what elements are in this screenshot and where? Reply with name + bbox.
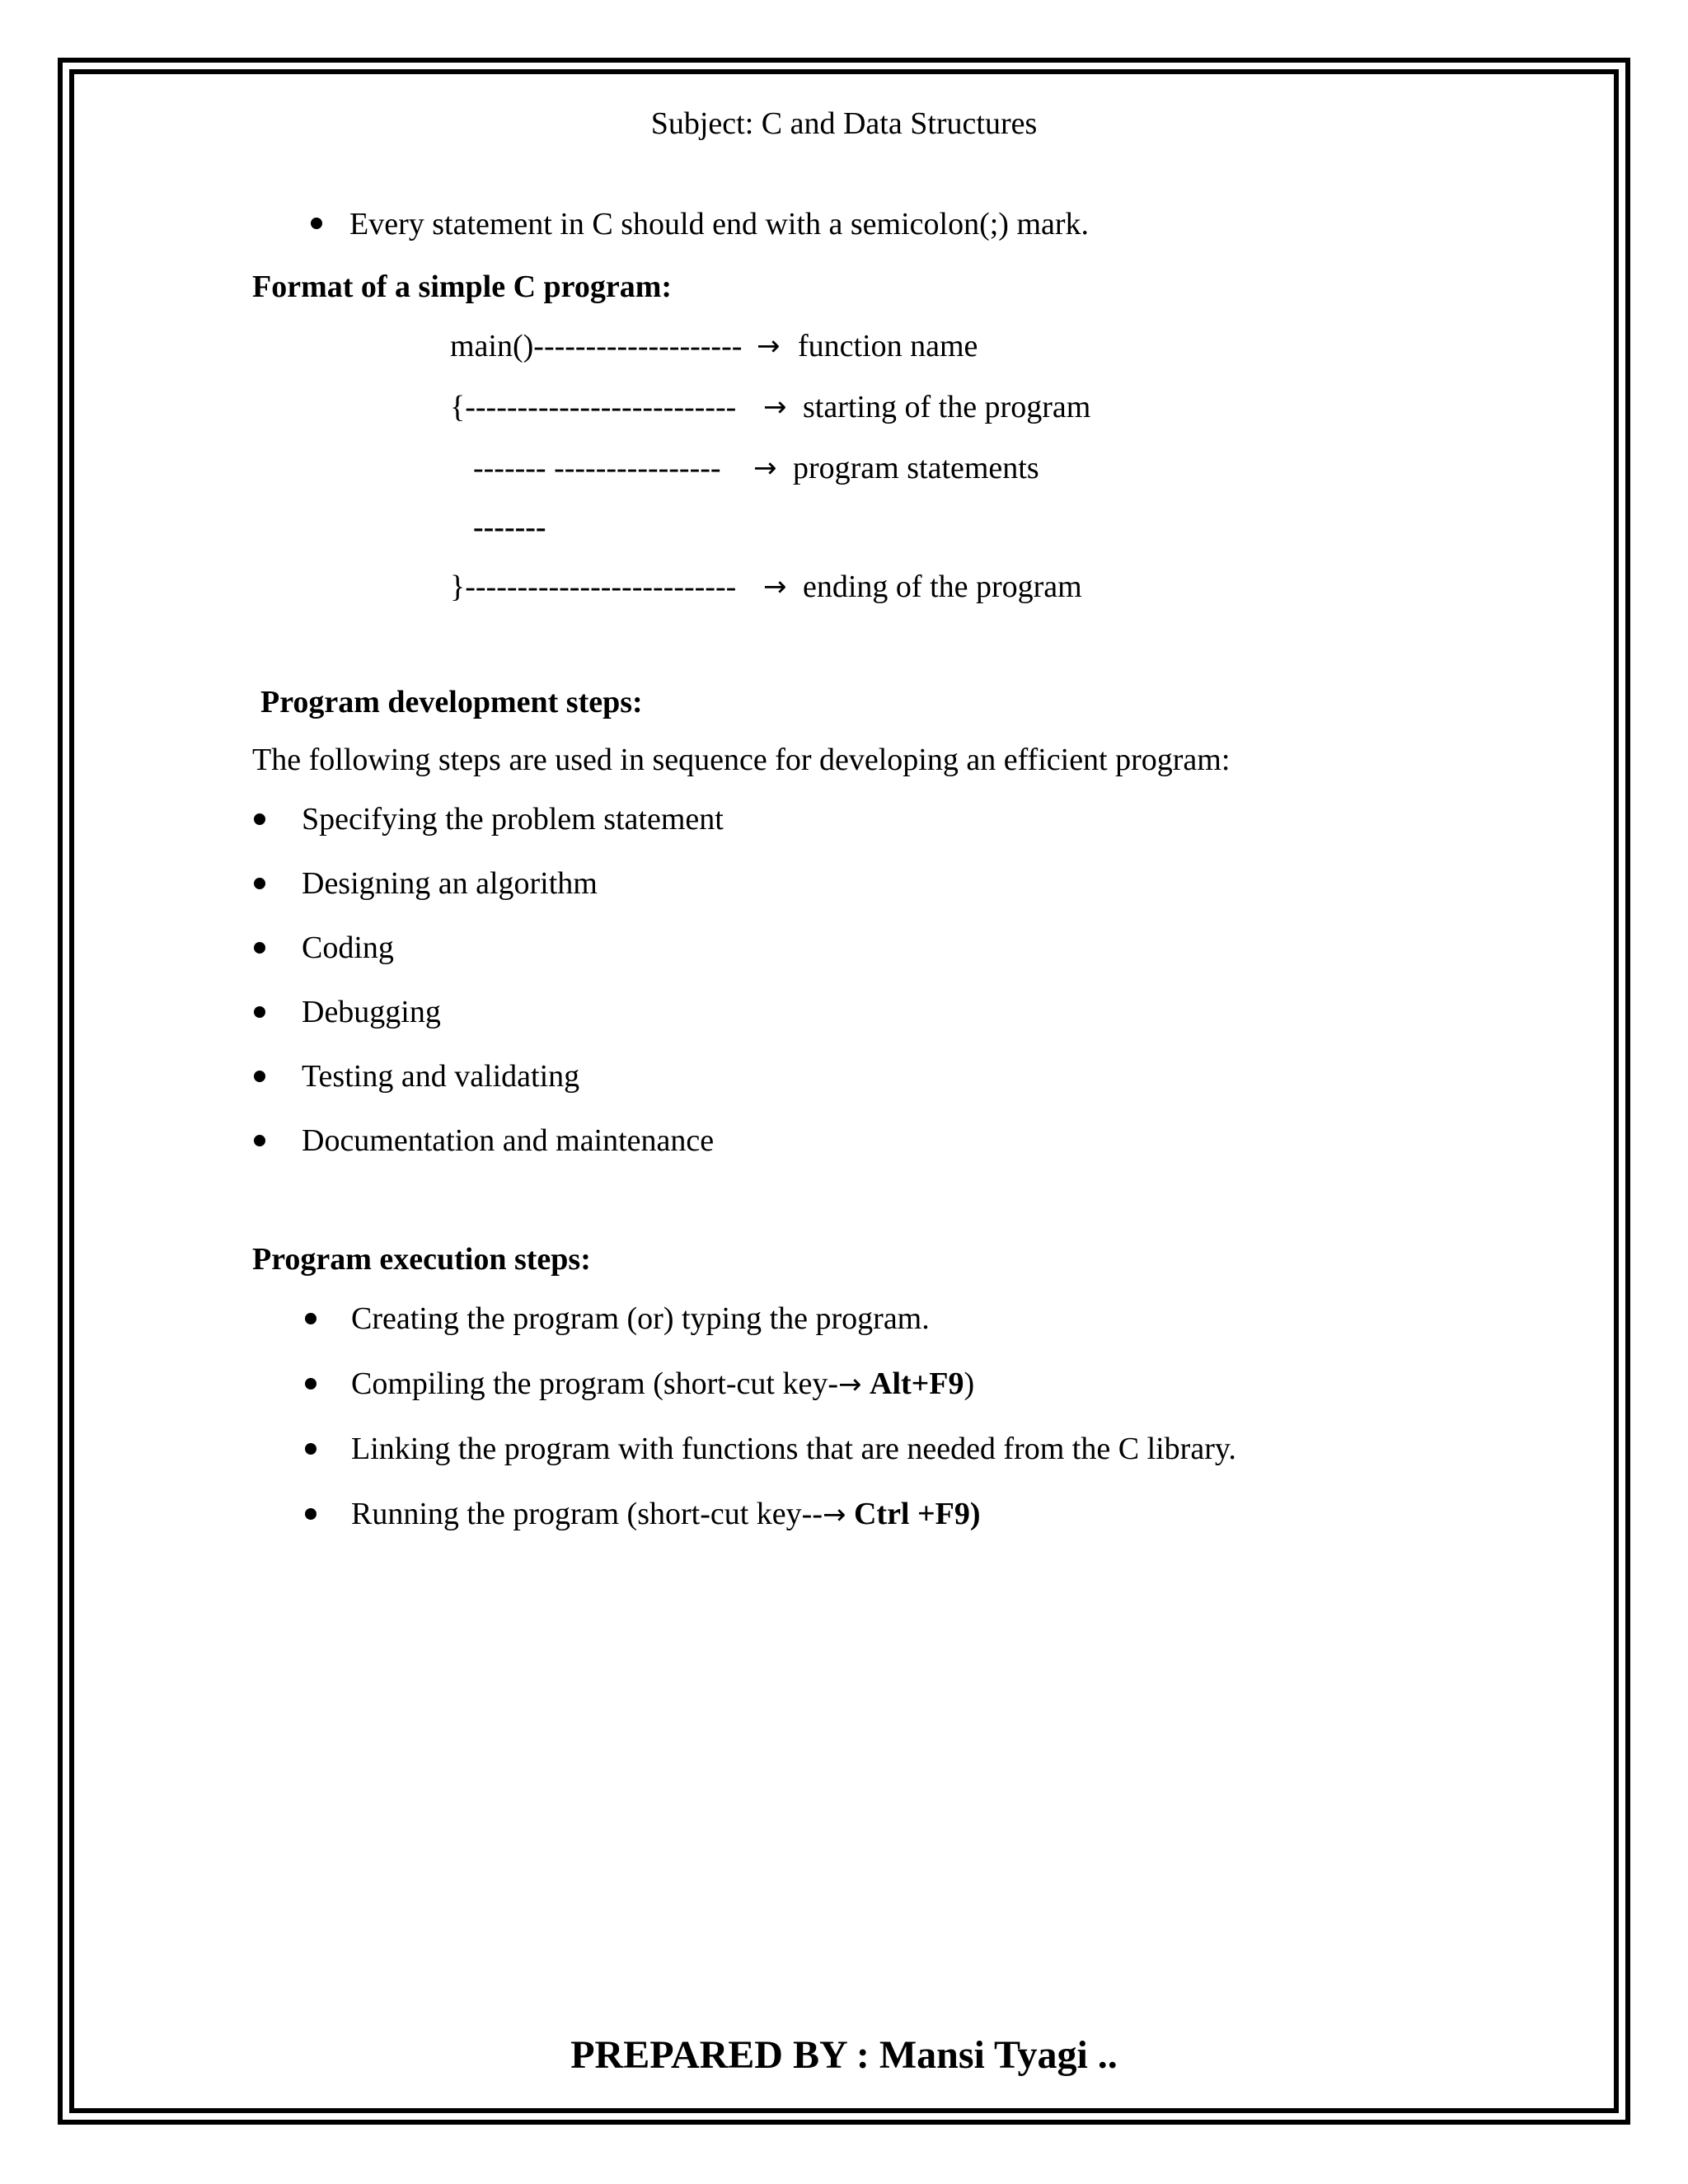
code-fragment: }-------------------------- bbox=[450, 569, 737, 604]
list-item: Documentation and maintenance bbox=[302, 1123, 715, 1158]
step-text-tail: ) bbox=[964, 1366, 975, 1401]
list-item bbox=[351, 1301, 930, 1337]
list-item: Specifying the problem statement bbox=[302, 802, 724, 837]
code-description: function name bbox=[798, 329, 978, 363]
shortcut-key: Ctrl +F9) bbox=[853, 1497, 981, 1531]
format-heading: Format of a simple C program: bbox=[252, 269, 673, 304]
bullet-marker bbox=[254, 813, 265, 825]
bullet-marker bbox=[305, 1313, 316, 1324]
list-item: Debugging bbox=[302, 995, 441, 1029]
bullet-marker bbox=[305, 1378, 316, 1390]
code-description: ending of the program bbox=[803, 569, 1082, 604]
execution-heading: Program execution steps: bbox=[252, 1242, 591, 1277]
right-arrow-icon: → bbox=[763, 570, 787, 603]
list-item bbox=[351, 1366, 974, 1403]
bullet-marker bbox=[254, 942, 265, 954]
bullet-marker bbox=[254, 1071, 265, 1082]
list-item: Designing an algorithm bbox=[302, 866, 598, 901]
right-arrow-icon: → bbox=[753, 452, 777, 485]
bullet-marker bbox=[311, 218, 322, 229]
right-arrow-icon: → bbox=[822, 1498, 846, 1531]
prepared-by-footer: PREPARED BY : Mansi Tyagi .. bbox=[570, 2033, 1118, 2077]
development-heading: Program development steps: bbox=[260, 685, 643, 719]
code-fragment: main()-------------------- bbox=[450, 329, 743, 363]
step-text: Running the program (short-cut key-- bbox=[351, 1497, 823, 1531]
list-item: Coding bbox=[302, 930, 394, 965]
intro-bullet-text: Every statement in C should end with a semicolon(;) mark. bbox=[349, 207, 1090, 241]
list-item bbox=[351, 1431, 1236, 1467]
bullet-marker bbox=[305, 1508, 316, 1520]
right-arrow-icon: → bbox=[838, 1368, 862, 1401]
bullet-marker bbox=[254, 1135, 265, 1146]
code-fragment: ------- bbox=[473, 510, 546, 545]
list-item bbox=[351, 1496, 981, 1533]
code-description: starting of the program bbox=[803, 390, 1091, 424]
step-text: Linking the program with functions that are needed from the C library. bbox=[351, 1432, 1236, 1466]
shortcut-key: Alt+F9 bbox=[870, 1366, 964, 1401]
code-fragment: ------- ---------------- bbox=[473, 451, 721, 485]
step-text: Compiling the program (short-cut key- bbox=[351, 1366, 838, 1401]
code-fragment: {-------------------------- bbox=[450, 390, 737, 424]
code-description: program statements bbox=[793, 451, 1039, 485]
step-text: Creating the program (or) typing the program. bbox=[351, 1301, 930, 1336]
list-item: Testing and validating bbox=[302, 1059, 580, 1094]
bullet-marker bbox=[254, 878, 265, 889]
bullet-marker bbox=[254, 1006, 265, 1018]
right-arrow-icon: → bbox=[763, 391, 787, 424]
right-arrow-icon: → bbox=[757, 330, 781, 363]
subject-header: Subject: C and Data Structures bbox=[650, 106, 1038, 141]
bullet-marker bbox=[305, 1443, 316, 1455]
development-intro: The following steps are used in sequence for developing an efficient program: bbox=[252, 743, 1231, 777]
